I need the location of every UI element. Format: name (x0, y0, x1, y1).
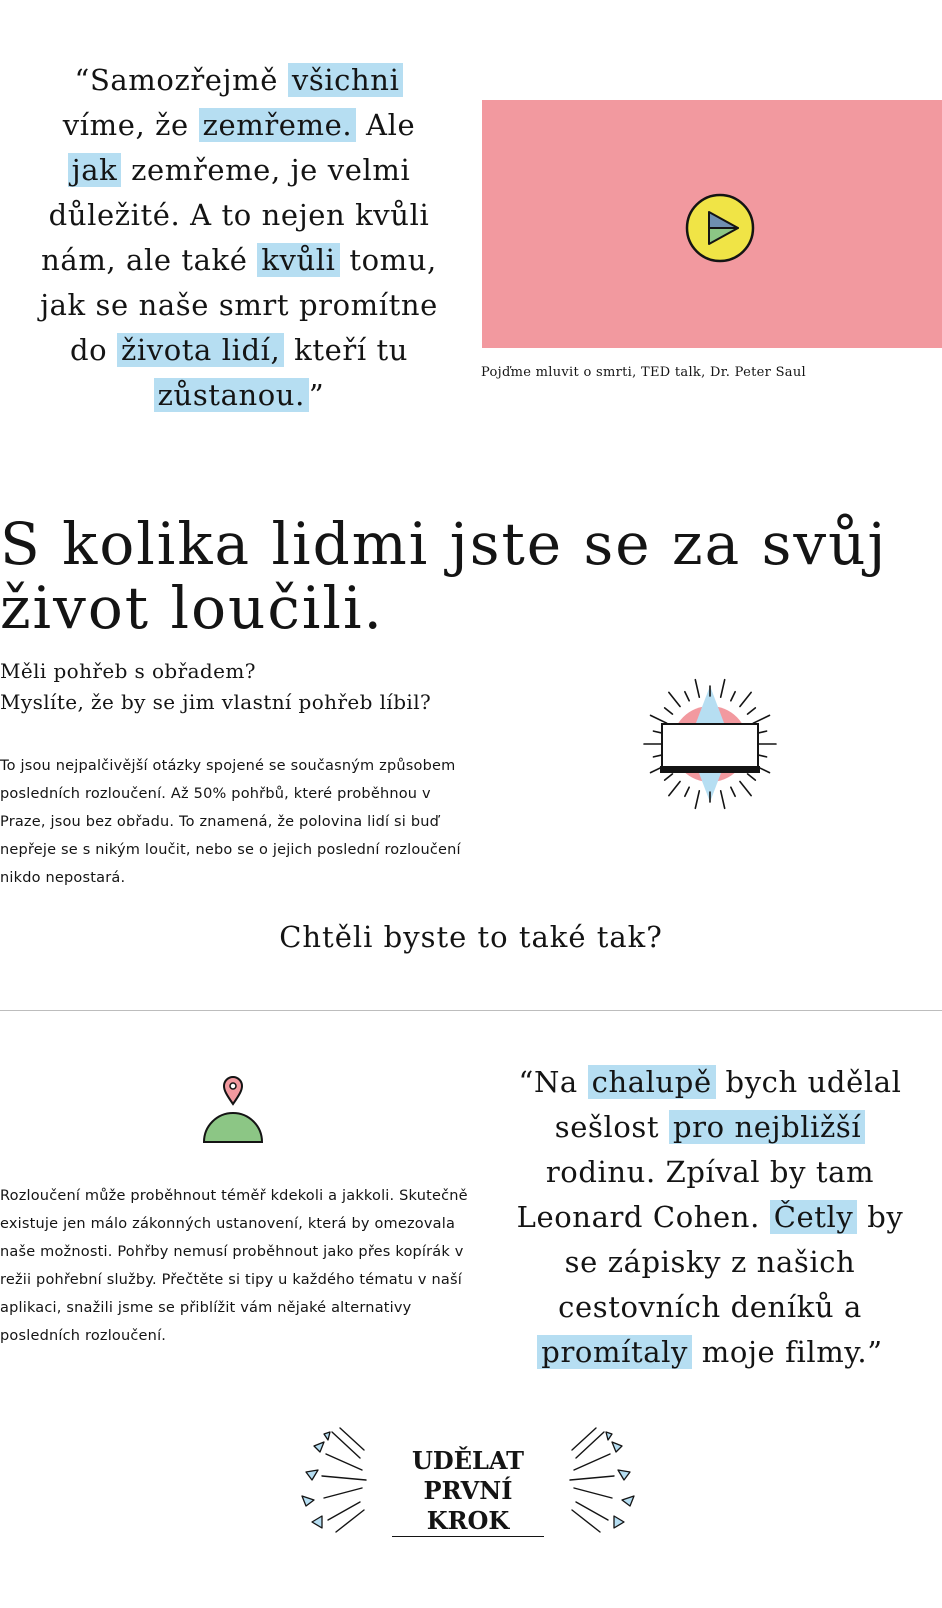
burst-ray (740, 692, 751, 706)
screen-burst-icon (640, 676, 780, 812)
sparkle-right-icon (564, 1420, 640, 1542)
video-caption: Pojďme mluvit o smrti, TED talk, Dr. Peter Saul (481, 365, 806, 380)
burst-ray (721, 791, 725, 809)
burst-ray (740, 782, 751, 796)
closing-question: Chtěli byste to také tak? (279, 920, 663, 954)
highlighted-phrase: jak (68, 153, 122, 187)
highlighted-phrase: kvůli (257, 243, 339, 277)
testimonial-quote (500, 1060, 920, 1375)
burst-ray (651, 715, 667, 723)
highlighted-phrase: života lidí, (117, 333, 284, 367)
quote-text: ” (308, 378, 325, 412)
location-pin-icon (200, 1074, 266, 1146)
burst-ray (685, 787, 689, 796)
quote-text: moje filmy.” (691, 1335, 883, 1369)
first-step-button[interactable] (392, 1446, 544, 1537)
burst-ray (731, 787, 735, 796)
intro-quote (38, 58, 440, 418)
funeral-questions (0, 656, 431, 718)
alternatives-paragraph: Rozloučení může proběhnout téměř kdekoli a jakkoli. Skutečně existuje jen málo zákonných ustanovení, která by omezovala naše možnosti. Pohřby nemusí proběhnout jako přes kopírák v režii pohřební služby. Přečtěte si tipy u každého tématu v naší aplikaci, snažili jsme se přiblížit vám nějaké alternativy posledních rozloučení. (0, 1188, 468, 1344)
burst-ray (748, 774, 756, 780)
burst-ray (685, 692, 689, 701)
video-player[interactable] (482, 100, 942, 348)
highlighted-phrase: Četly (770, 1200, 858, 1234)
section-headline: S kolika lidmi jste se za svůj život loučili. (0, 510, 888, 642)
quote-text: kteří tu (284, 333, 409, 367)
quote-text: rodinu. Zpíval by tam Leonard Cohen. (516, 1155, 875, 1234)
intro-paragraph: To jsou nejpalčivější otázky spojené se současným způsobem posledních rozloučení. Až 50% pohřbů, které proběhnou v Praze, jsou bez obřadu. To znamená, že polovina lidí si buď nepřeje se s nikým loučit, nebo se o jejich poslední rozloučení nikdo nepostará. (0, 758, 461, 886)
highlighted-phrase: chalupě (588, 1065, 716, 1099)
burst-ray (665, 774, 673, 780)
burst-ray (665, 708, 673, 714)
burst-ray (669, 692, 680, 706)
burst-ray (753, 715, 769, 723)
burst-ray (695, 791, 699, 809)
quote-text: “Samozřejmě (74, 63, 288, 97)
highlighted-phrase: promítaly (537, 1335, 692, 1369)
quote-text: bych udělal sešlost (554, 1065, 902, 1144)
question-line: Měli pohřeb s obřadem? (0, 659, 256, 683)
sparkle-left-icon (296, 1420, 372, 1542)
quote-text: “Na (518, 1065, 588, 1099)
burst-ray (695, 680, 699, 698)
burst-ray (748, 708, 756, 714)
burst-ray (731, 692, 735, 701)
first-step-label: UDĚLAT PRVNÍ KROK (392, 1446, 544, 1537)
highlighted-phrase: zůstanou. (154, 378, 309, 412)
burst-ray (721, 680, 725, 698)
question-line: Myslíte, že by se jim vlastní pohřeb líbil? (0, 690, 432, 714)
section-divider (0, 1010, 942, 1011)
highlighted-phrase: zemřeme. (199, 108, 357, 142)
highlighted-phrase: všichni (288, 63, 404, 97)
highlighted-phrase: pro nejbližší (669, 1110, 865, 1144)
quote-text: tomu, jak se naše smrt promítne do (40, 243, 438, 367)
burst-ray (669, 782, 680, 796)
quote-text: víme, že (62, 108, 199, 142)
play-icon[interactable] (684, 192, 756, 264)
quote-text: by se zápisky z našich cestovních deníků a (558, 1200, 904, 1324)
quote-text: Ale (356, 108, 416, 142)
quote-text: zemřeme, je velmi důležité. A to nejen kvůli nám, ale také (41, 153, 430, 277)
